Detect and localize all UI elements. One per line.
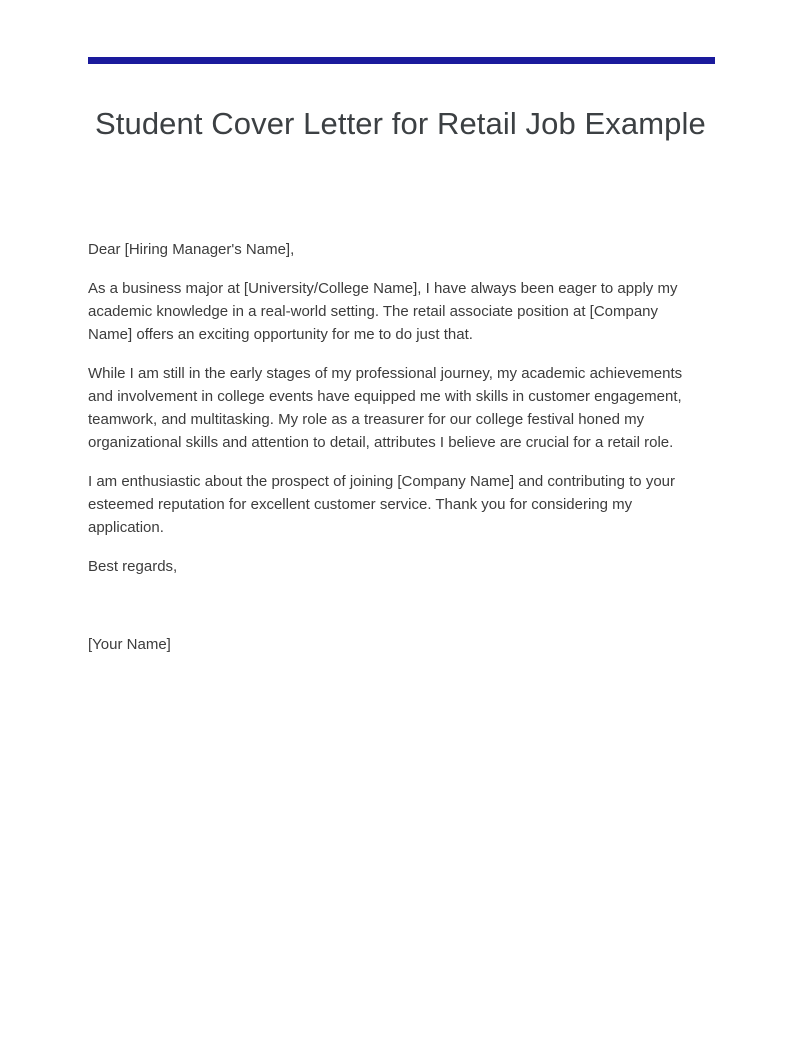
letter-paragraph-2: While I am still in the early stages of my professional journey, my academic achievements and involvement in college events have equipped me with skills in customer engagement, teamwork, and multitasking. My role as a treasurer for our college festival honed my organizational skills and attention to detail, attributes I believe are crucial for a retail role. [88, 365, 683, 451]
letter-signoff: Best regards, [88, 558, 178, 575]
page-title: Student Cover Letter for Retail Job Example [95, 106, 706, 141]
letter-greeting: Dear [Hiring Manager's Name], [88, 241, 295, 258]
letter-signature-name: [Your Name] [88, 636, 171, 653]
cover-letter-body [88, 238, 684, 656]
header-accent-rule [88, 57, 715, 64]
letter-paragraph-1: As a business major at [University/College Name], I have always been eager to apply my academic knowledge in a real-world setting. The retail associate position at [Company Name] offers an exciting opportunity for me to do just that. [88, 280, 678, 343]
signature-spacer [88, 594, 684, 617]
letter-paragraph-3: I am enthusiastic about the prospect of joining [Company Name] and contributing to your esteemed reputation for excellent customer service. Thank you for considering my application. [88, 473, 675, 536]
